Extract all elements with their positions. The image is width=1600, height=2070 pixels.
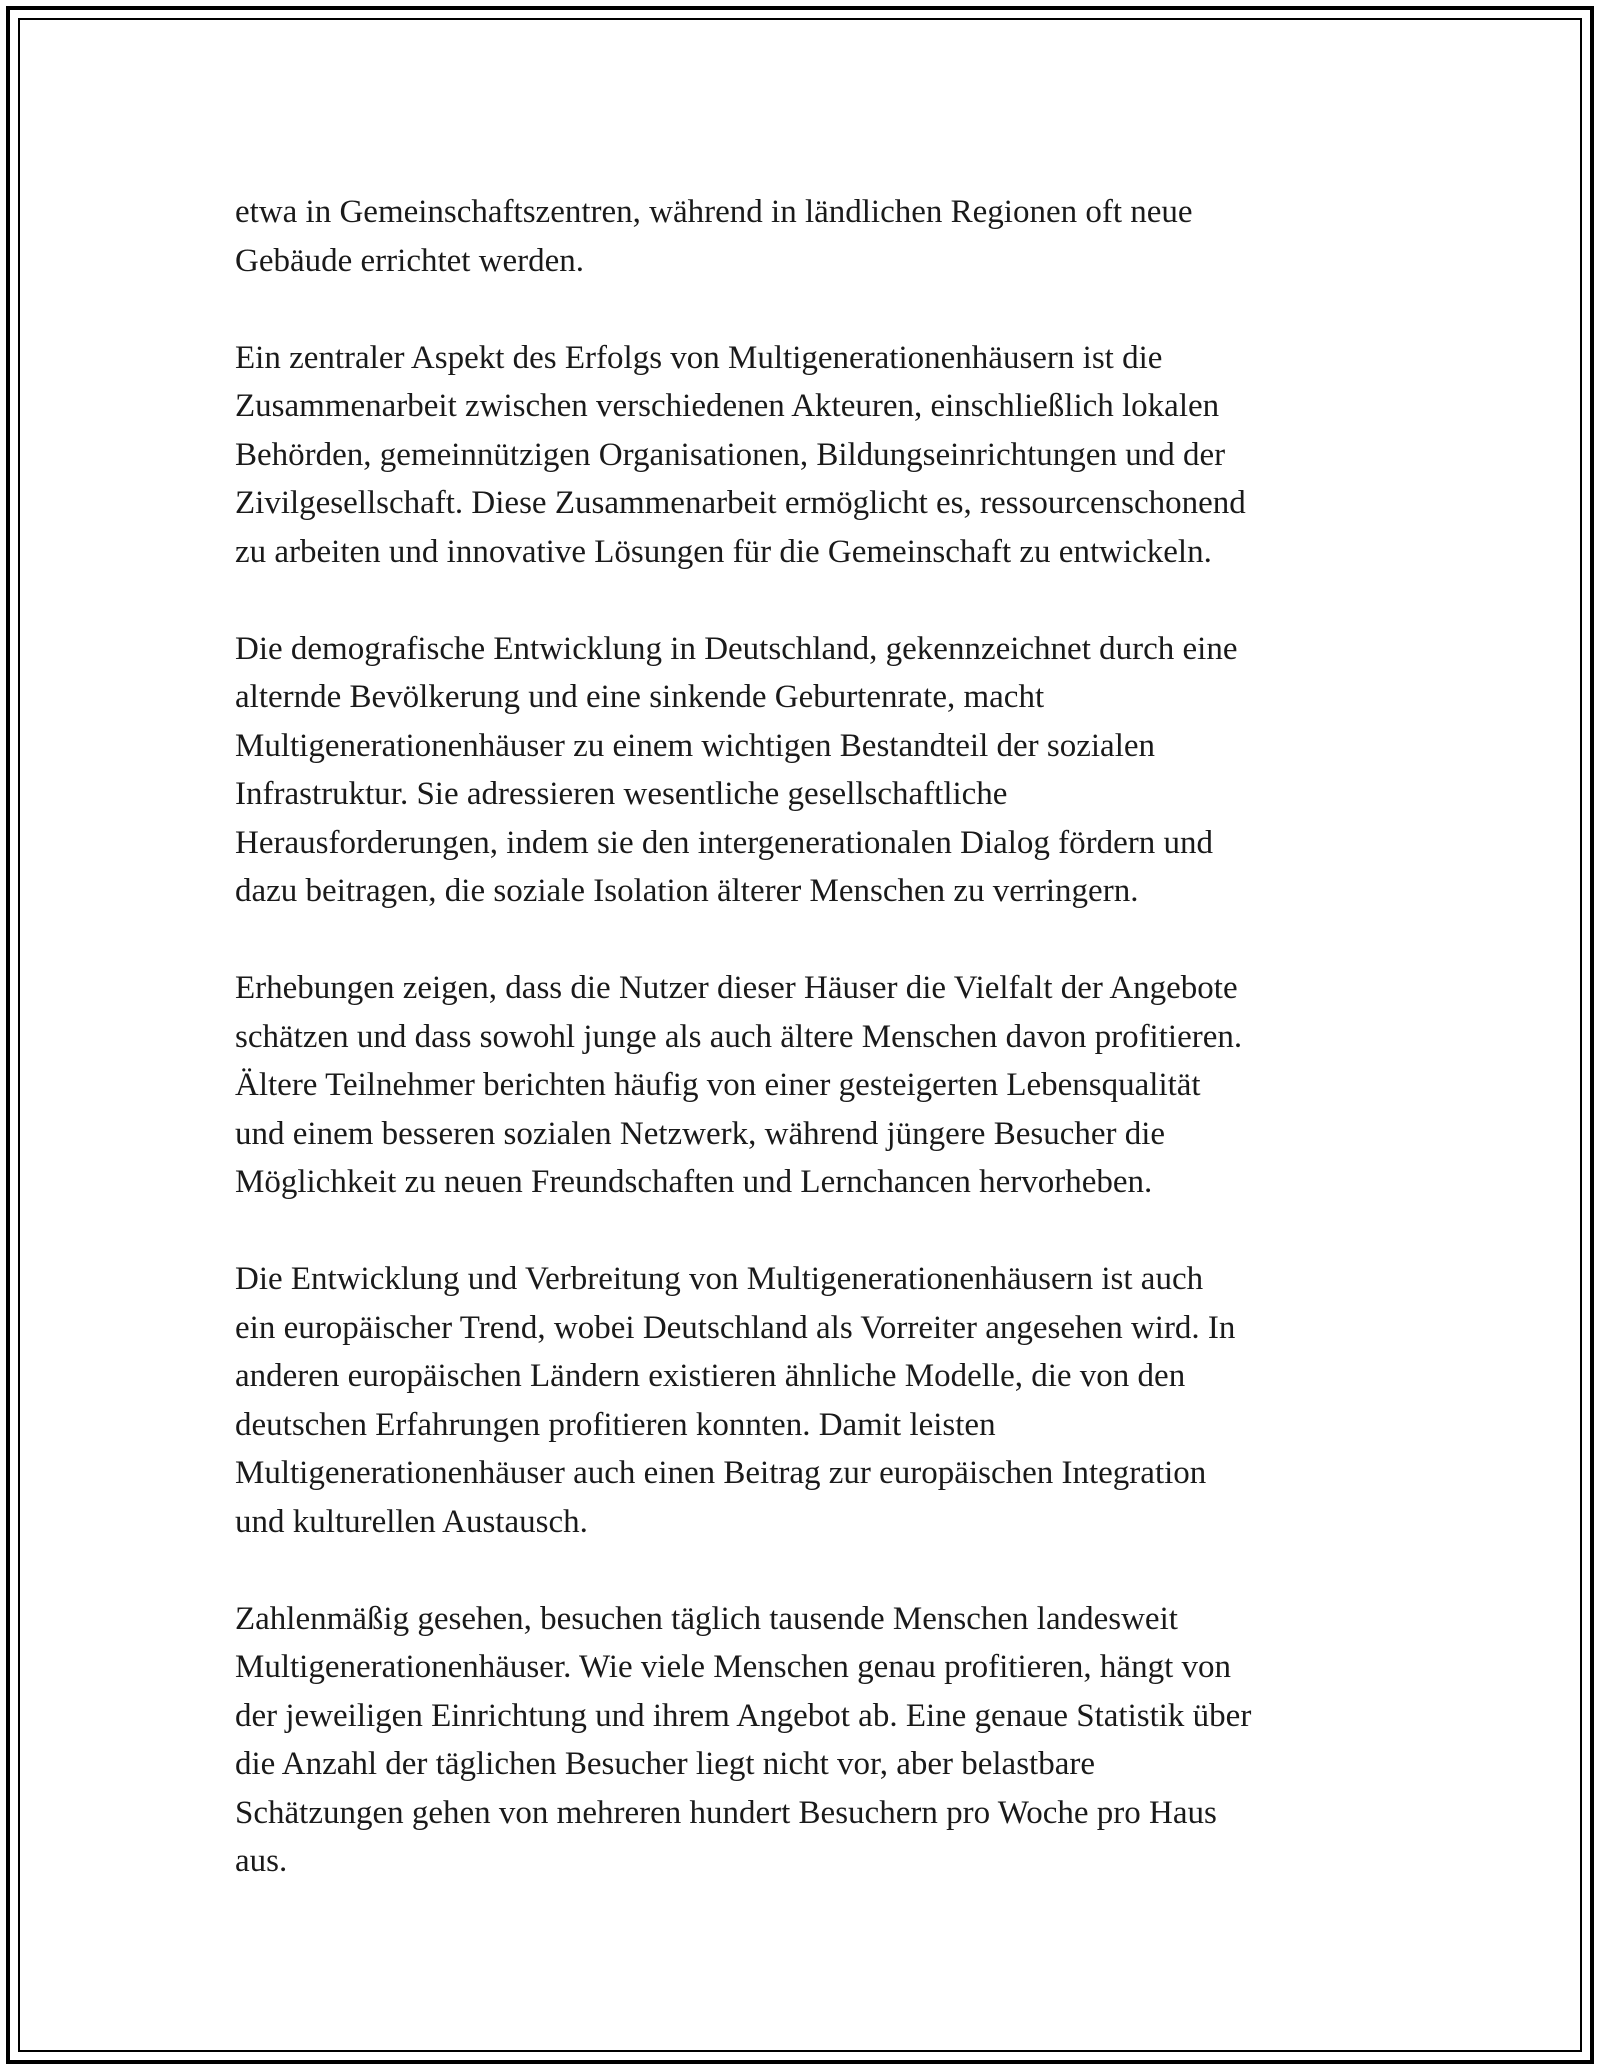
paragraph-5: Die Entwicklung und Verbreitung von Multigenerationenhäusern ist auch ein europäischer Trend, wobei Deutschland als Vorreiter angesehen wird. In anderen europäischen Ländern existieren ähnliche Modelle, die von den deutschen Erfahrungen profitieren konnten. Damit leisten Multigenerationenhäuser auch einen Beitrag zur europäischen Integration und kulturellen Austausch. [235, 1261, 1236, 1540]
paragraph-2: Ein zentraler Aspekt des Erfolgs von Multigenerationenhäusern ist die Zusammenarbeit zwischen verschiedenen Akteuren, einschließlich lokalen Behörden, gemeinnützigen Organisationen, Bildungseinrichtungen und der Zivilgesellschaft. Diese Zusammenarbeit ermöglicht es, ressourcenschonend zu arbeiten und innovative Lösungen für die Gemeinschaft zu entwickeln. [235, 339, 1246, 570]
paragraph-1: etwa in Gemeinschaftszentren, während in ländlichen Regionen oft neue Gebäude errichtet werden. [235, 194, 1193, 279]
document-body [235, 188, 1375, 1886]
paragraph-6: Zahlenmäßig gesehen, besuchen täglich tausende Menschen landesweit Multigenerationenhäuser. Wie viele Menschen genau profitieren, hängt von der jeweiligen Einrichtung und ihrem Angebot ab. Eine genaue Statistik über die Anzahl der täglichen Besucher liegt nicht vor, aber belastbare Schätzungen gehen von mehreren hundert Besuchern pro Woche pro Haus aus. [235, 1600, 1252, 1879]
paragraph-3: Die demografische Entwicklung in Deutschland, gekennzeichnet durch eine alternde Bevölkerung und eine sinkende Geburtenrate, macht Multigenerationenhäuser zu einem wichtigen Bestandteil der sozialen Infrastruktur. Sie adressieren wesentliche gesellschaftliche Herausforderungen, indem sie den intergenerationalen Dialog fördern und dazu beitragen, die soziale Isolation älterer Menschen zu verringern. [235, 630, 1238, 909]
paragraph-4: Erhebungen zeigen, dass die Nutzer dieser Häuser die Vielfalt der Angebote schätzen und dass sowohl junge als auch ältere Menschen davon profitieren. Ältere Teilnehmer berichten häufig von einer gesteigerten Lebensqualität und einem besseren sozialen Netzwerk, während jüngere Besucher die Möglichkeit zu neuen Freundschaften und Lernchancen hervorheben. [235, 970, 1243, 1200]
